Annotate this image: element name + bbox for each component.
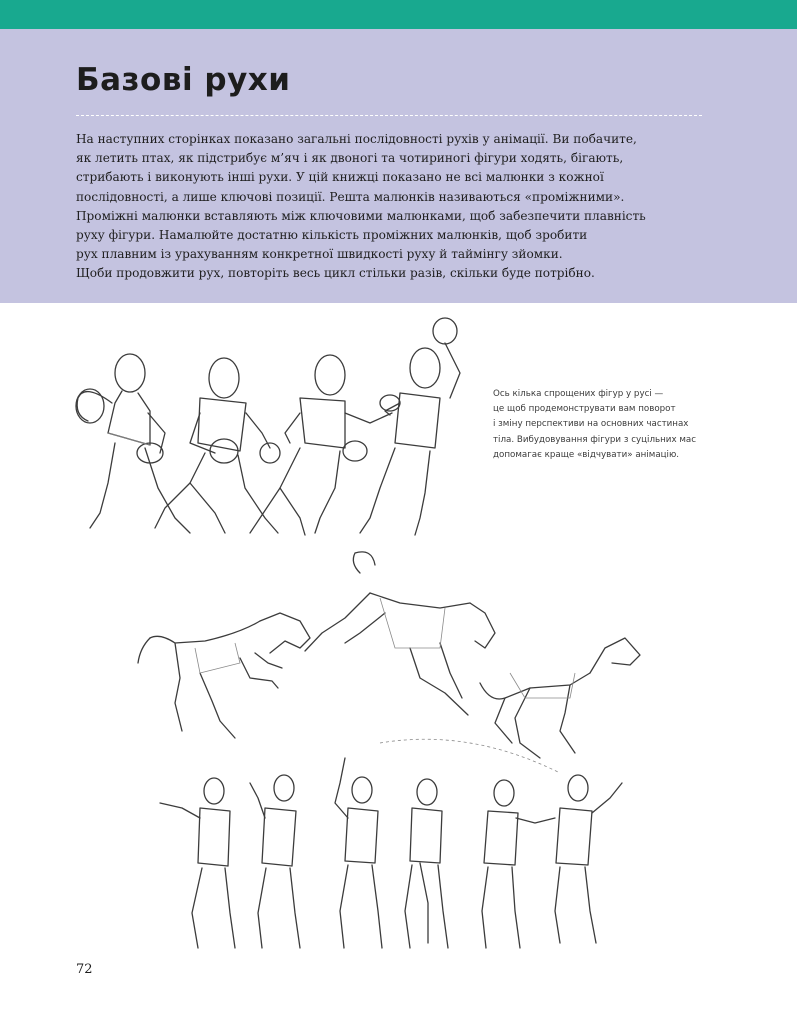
basketball-figure	[155, 358, 280, 533]
horse-sketch	[480, 638, 640, 758]
golf-swing-sequence	[160, 739, 622, 948]
golfer-figure	[160, 778, 235, 948]
basketball-figure	[76, 354, 190, 533]
intro-line: На наступних сторінках показано загальні послідовності рухів у анімації. Ви побачите,	[76, 132, 637, 146]
golfer-figure	[335, 758, 382, 948]
page-number: 72	[76, 962, 93, 977]
intro-line: рух плавним із урахуванням конкретної швидкості руху й таймінгу зйомки.	[76, 247, 563, 262]
intro-line: послідовності, а лише ключові позиції. Решта малюнків називаються «проміжними».	[76, 189, 625, 204]
caption-line: і зміну перспективи на основних частинах	[493, 419, 689, 430]
basketball-figure	[250, 355, 392, 535]
intro-line: стрибають і виконують інші рухи. У цій книжці показано не всі малюнки з кожної	[76, 170, 604, 185]
horse-sketch	[305, 552, 495, 715]
golfer-figure	[555, 775, 622, 943]
golfer-figure	[405, 779, 448, 948]
caption-line: тіла. Вибудовування фігури з суцільних мас	[493, 434, 697, 445]
caption-line: Ось кілька спрощених фігур у русі —	[493, 389, 664, 399]
golfer-figure	[250, 775, 300, 948]
caption-line: це щоб продемонструвати вам поворот	[493, 404, 676, 415]
golfer-figure	[482, 780, 555, 948]
horse-sequence	[138, 552, 640, 758]
horse-sketch	[138, 613, 310, 738]
basketball-figure-sequence	[76, 318, 460, 535]
sketch-illustrations	[0, 303, 797, 963]
intro-line: руху фігури. Намалюйте достатню кількість проміжних малюнків, щоб зробити	[76, 227, 588, 242]
title-divider	[76, 115, 702, 116]
top-color-band	[0, 0, 797, 29]
page-title: Базові рухи	[76, 62, 291, 98]
intro-paragraph	[76, 130, 716, 284]
basketball-figure	[360, 318, 460, 535]
intro-line: як летить птах, як підстрибує м’яч і як двоногі та чотириногі фігури ходять, бігають,	[76, 151, 624, 166]
intro-line: Щоби продовжити рух, повторіть весь цикл стільки разів, скільки буде потрібно.	[76, 266, 595, 281]
caption-line: допомагає краще «відчувати» анімацію.	[493, 449, 680, 460]
intro-line: Проміжні малюнки вставляють між ключовими малюнками, щоб забезпечити плавність	[76, 208, 646, 223]
